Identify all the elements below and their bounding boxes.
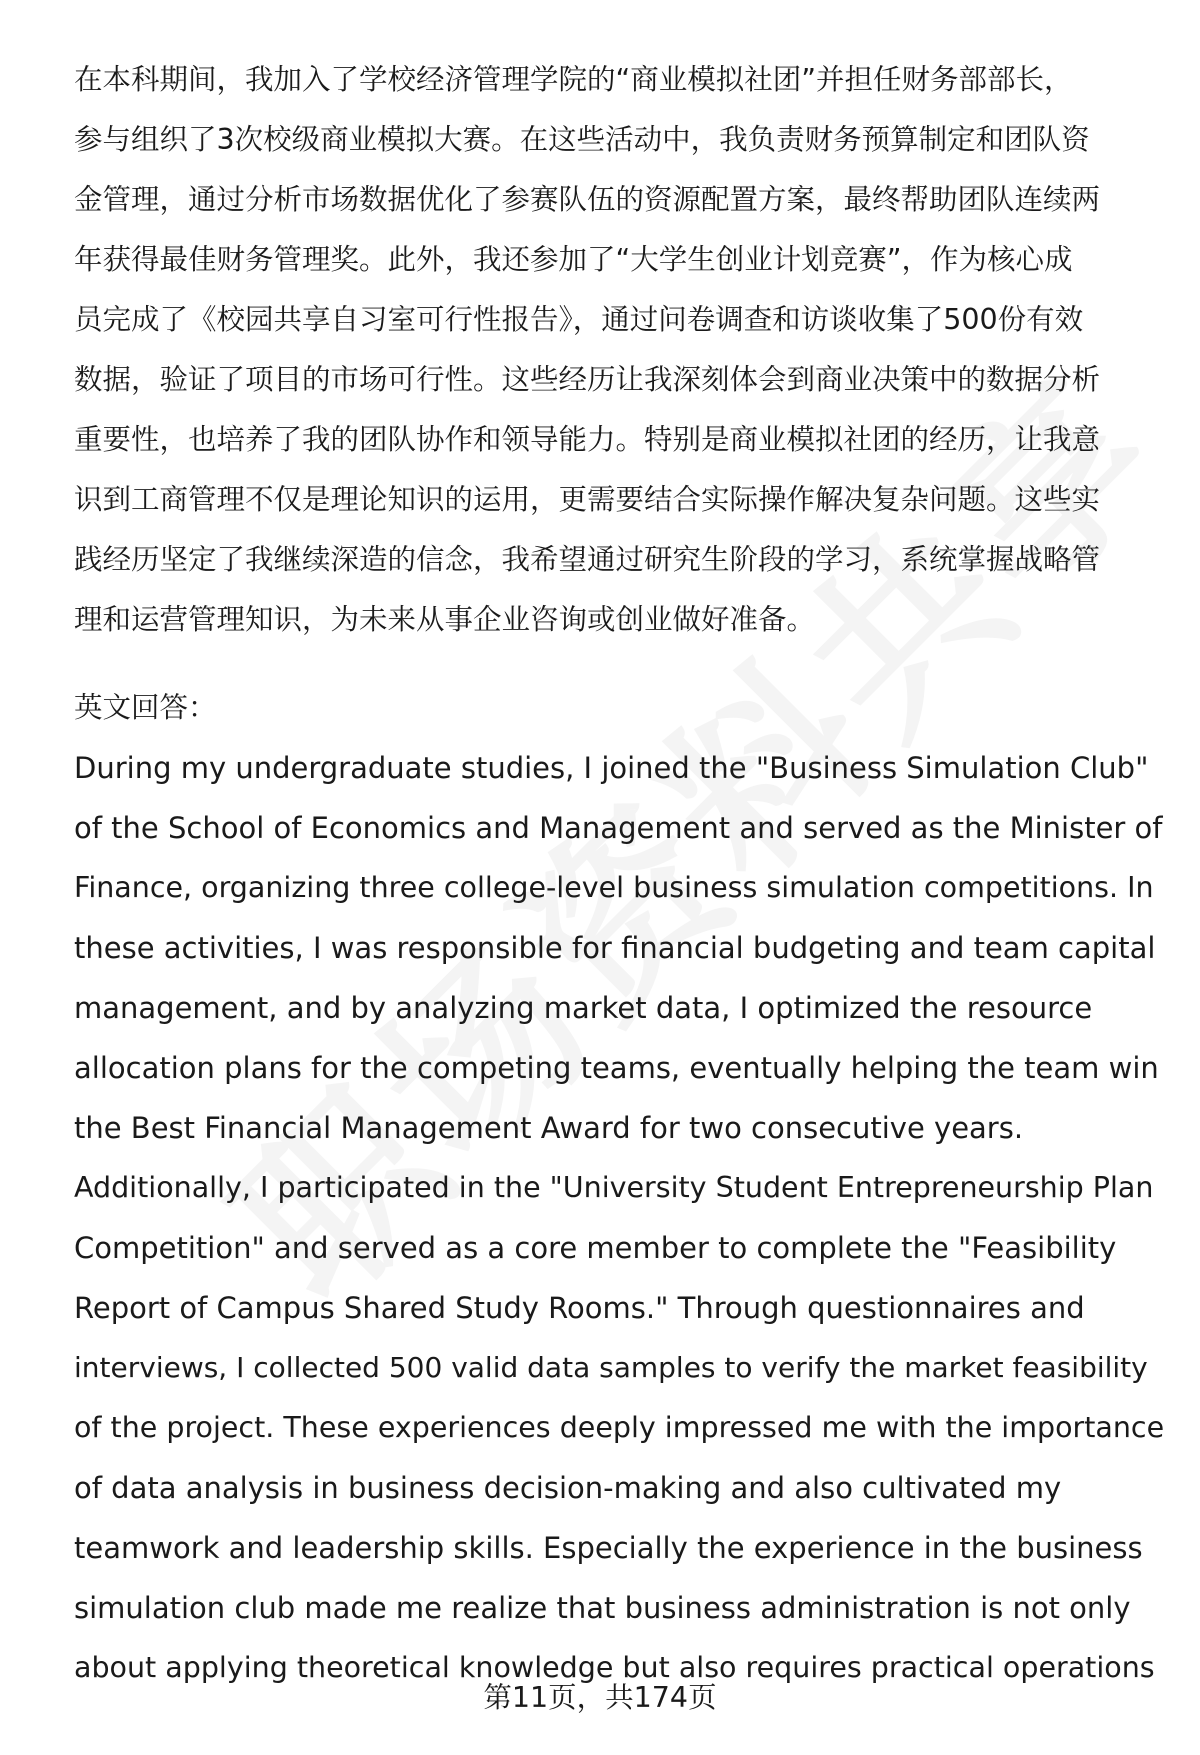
paragraph-line: 在本科期间，我加入了学校经济管理学院的“商业模拟社团”并担任财务部部长， xyxy=(74,63,1073,96)
paragraph-line: 识到工商管理不仅是理论知识的运用，更需要结合实际操作解决复杂问题。这些实 xyxy=(74,483,1101,516)
paragraph-line: teamwork and leadership skills. Especially the experience in the business xyxy=(74,1531,1143,1565)
paragraph-line: Competition" and served as a core member to complete the "Feasibility xyxy=(74,1231,1117,1265)
page-number-footer: 第11页，共174页 xyxy=(483,1681,717,1714)
paragraph-line: 员完成了《校园共享自习室可行性报告》，通过问卷调查和访谈收集了500份有效 xyxy=(74,303,1084,336)
paragraph-line: simulation club made me realize that business administration is not only xyxy=(74,1591,1131,1625)
paragraph-line: Finance, organizing three college-level business simulation competitions. In xyxy=(74,871,1154,904)
paragraph-line: about applying theoretical knowledge but also requires practical operations xyxy=(74,1651,1155,1684)
english-answer-paragraph xyxy=(74,738,1165,1698)
chinese-answer-paragraph xyxy=(74,50,1154,650)
paragraph-line: 年获得最佳财务管理奖。此外，我还参加了“大学生创业计划竞赛”，作为核心成 xyxy=(74,243,1073,276)
paragraph-line: these activities, I was responsible for financial budgeting and team capital xyxy=(74,931,1156,965)
paragraph-line: 重要性，也培养了我的团队协作和领导能力。特别是商业模拟社团的经历，让我意 xyxy=(74,423,1101,456)
paragraph-line: interviews, I collected 500 valid data samples to verify the market feasibility xyxy=(74,1351,1148,1384)
paragraph-line: 金管理，通过分析市场数据优化了参赛队伍的资源配置方案，最终帮助团队连续两 xyxy=(74,183,1101,216)
paragraph-line: 参与组织了3次校级商业模拟大赛。在这些活动中，我负责财务预算制定和团队资 xyxy=(74,123,1090,156)
paragraph-line: 数据，验证了项目的市场可行性。这些经历让我深刻体会到商业决策中的数据分析 xyxy=(74,363,1101,396)
paragraph-line: Report of Campus Shared Study Rooms." Through questionnaires and xyxy=(74,1291,1085,1325)
paragraph-line: management, and by analyzing market data, I optimized the resource xyxy=(74,991,1093,1025)
paragraph-line: of the project. These experiences deeply impressed me with the importance xyxy=(74,1411,1165,1444)
paragraph-line: 理和运营管理知识，为未来从事企业咨询或创业做好准备。 xyxy=(74,603,816,636)
english-answer-label: 英文回答： xyxy=(74,691,217,724)
paragraph-line: Additionally, I participated in the "University Student Entrepreneurship Plan xyxy=(74,1171,1154,1204)
paragraph-line: the Best Financial Management Award for two consecutive years. xyxy=(74,1111,1024,1145)
paragraph-line: During my undergraduate studies, I joined the "Business Simulation Club" xyxy=(74,751,1149,785)
paragraph-line: 践经历坚定了我继续深造的信念，我希望通过研究生阶段的学习，系统掌握战略管 xyxy=(74,543,1101,576)
paragraph-line: of the School of Economics and Management and served as the Minister of xyxy=(74,811,1163,845)
paragraph-line: allocation plans for the competing teams, eventually helping the team win xyxy=(74,1051,1159,1085)
paragraph-line: of data analysis in business decision-making and also cultivated my xyxy=(74,1471,1062,1505)
